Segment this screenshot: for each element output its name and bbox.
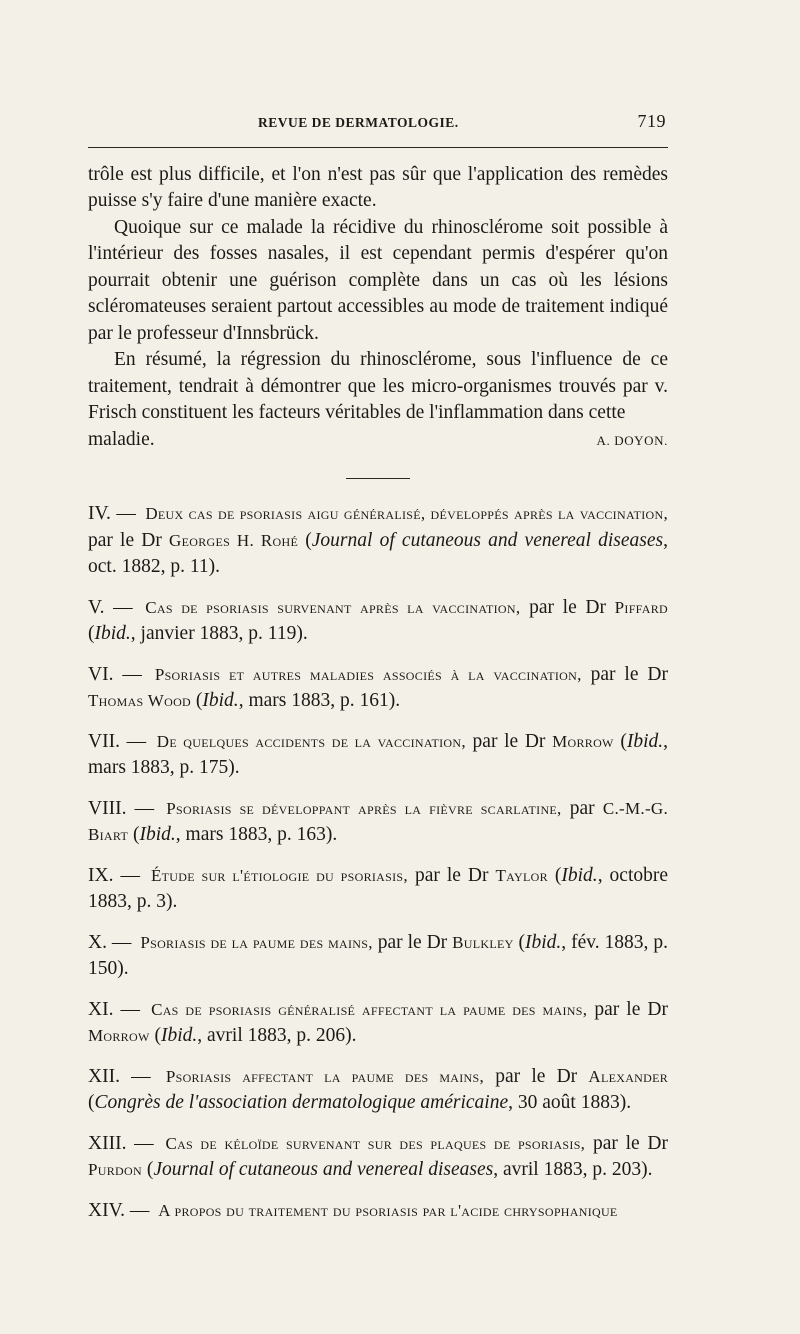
entry-source: Ibid. — [139, 824, 176, 845]
entry-reference: , octobre 1883, p. 3). — [88, 864, 669, 912]
entry-title: Cas de psoriasis survenant après la vaccination, — [145, 597, 521, 617]
entry-number: XIII. — — [88, 1132, 154, 1154]
page-number: 719 — [637, 111, 666, 131]
entry-author-prefix: par le Dr — [529, 596, 606, 618]
document-page — [88, 108, 668, 1238]
entry-author: Thomas Wood — [88, 691, 192, 710]
entry-number: VIII. — — [88, 797, 155, 819]
entry-author: Bulkley — [452, 932, 514, 952]
paragraph-resume-end: maladie. — [88, 428, 155, 450]
entry-source: Ibid. — [202, 690, 239, 711]
entry-source: Ibid. — [525, 931, 562, 953]
bibliography-entry: XIII. — Cas de kéloïde survenant sur des plaques de psoriasis, par le Dr Purdon (Journal of cutaneous and venereal diseases, avril 1883, p. 203). — [88, 1132, 668, 1180]
entry-number: X. — — [88, 931, 132, 953]
bibliography-entry: XII. — Psoriasis affectant la paume des mains, par le Dr Alexander (Congrès de l'association dermatologique américaine, 30 août 1883). — [88, 1065, 669, 1113]
author-signature: A. DOYON. — [596, 432, 668, 448]
running-title: REVUE DE DERMATOLOGIE. — [258, 115, 459, 130]
bibliography-entry: VIII. — Psoriasis se développant après la fièvre scarlatine, par C.-M.-G. Biart (Ibid., mars 1883, p. 163). — [88, 797, 669, 845]
entry-author-prefix: par le Dr — [590, 663, 669, 685]
entry-author: C.-M.-G. Biart — [88, 798, 669, 844]
entry-reference: , mars 1883, p. 175). — [88, 730, 668, 778]
running-header — [88, 108, 668, 143]
entry-reference: , avril 1883, p. 206). — [197, 1025, 357, 1046]
entry-number: XII. — — [88, 1065, 151, 1087]
entry-title: Psoriasis et autres maladies associés à la vaccination, — [154, 664, 582, 684]
entry-number: XI. — — [88, 998, 141, 1020]
entry-title: De quelques accidents de la vaccination, — [156, 731, 466, 751]
entry-title: Psoriasis de la paume des mains, — [140, 932, 373, 952]
entry-number: V. — — [88, 596, 133, 618]
entry-source: Journal of cutaneous and venereal diseases — [153, 1159, 494, 1180]
entry-author: Alexander — [588, 1066, 669, 1086]
paragraph-recidive: Quoique sur ce malade la récidive du rhinosclérome soit possible à l'intérieur des fosses nasales, il est cependant permis d'espérer qu'on pourrait obtenir une guérison complète dans un cas où les lésions scléromateuses seraient partout accessibles au mode de traitement indiqué par le professeur d'Innsbrück. — [88, 216, 668, 344]
bibliography-entry: V. — Cas de psoriasis survenant après la vaccination, par le Dr Piffard (Ibid., janvier 1883, p. 119). — [88, 596, 668, 644]
entry-author: Morrow — [552, 731, 614, 751]
entry-reference: , fév. 1883, p. 150). — [88, 931, 668, 979]
entry-author-prefix: par le Dr — [414, 864, 489, 886]
entry-title: A propos du traitement du psoriasis par l'acide chrysophanique — [158, 1200, 618, 1220]
bibliography-entry: IX. — Étude sur l'étiologie du psoriasis, par le Dr Taylor (Ibid., octobre 1883, p. 3). — [88, 864, 669, 912]
entry-author-prefix: par — [569, 797, 595, 819]
entry-author-prefix: par le Dr — [495, 1065, 578, 1087]
bibliography-entry: X. — Psoriasis de la paume des mains, par le Dr Bulkley (Ibid., fév. 1883, p. 150). — [88, 931, 668, 979]
entry-title: Psoriasis se développant après la fièvre scarlatine, — [166, 798, 562, 818]
entry-source: Ibid. — [626, 730, 664, 752]
bibliography-entry: XI. — Cas de psoriasis généralisé affectant la paume des mains, par le Dr Morrow (Ibid., avril 1883, p. 206). — [88, 998, 668, 1046]
entry-author: Taylor — [495, 865, 548, 885]
entry-reference: , janvier 1883, p. 119). — [130, 623, 308, 644]
entry-author-prefix: par le Dr — [472, 730, 546, 752]
bibliography-entry: IV. — Deux cas de psoriasis aigu généralisé, développés après la vaccination, par le Dr Georges H. Rohé (Journal of cutaneous and venereal diseases, oct. 1882, p. 11). — [88, 503, 668, 577]
entry-number: IV. — — [88, 503, 136, 524]
entry-number: XIV. — — [88, 1199, 150, 1221]
entry-author-prefix: par le Dr — [594, 998, 668, 1020]
entry-author: Purdon — [88, 1160, 142, 1179]
paragraph-resume: En résumé, la régression du rhinosclérome, sous l'influence de ce traitement, tendrait à démontrer que les micro-organismes trouvés par v. Frisch constituent les facteurs véritables de l'inflammation dans cette — [88, 349, 668, 423]
entry-title: Étude sur l'étiologie du psoriasis, — [150, 865, 408, 885]
entry-author-prefix: par le Dr — [592, 1132, 668, 1154]
entry-reference: , 30 août 1883). — [508, 1092, 632, 1113]
entry-author-prefix: par le Dr — [377, 931, 448, 953]
entry-title: Psoriasis affectant la paume des mains, — [165, 1066, 485, 1086]
paragraph-continuation: trôle est plus difficile, et l'on n'est pas sûr que l'application des remèdes puisse s'y faire d'une manière exacte. — [88, 163, 668, 211]
entry-source: Ibid. — [160, 1025, 198, 1046]
entry-reference: , mars 1883, p. 163). — [175, 824, 338, 845]
header-rule — [88, 147, 668, 148]
entry-author-prefix: par le Dr — [88, 529, 162, 551]
entry-author: Piffard — [614, 597, 668, 617]
section-divider — [346, 478, 410, 479]
entry-source: Congrès de l'association dermatologique américaine — [94, 1092, 509, 1113]
entry-number: VI. — — [88, 663, 142, 685]
entry-source: Journal of cutaneous and venereal diseases — [311, 529, 664, 551]
entry-author: Georges H. Rohé — [169, 530, 299, 550]
bibliography-entry: VII. — De quelques accidents de la vaccination, par le Dr Morrow (Ibid., mars 1883, p. 175). — [88, 730, 668, 778]
entry-source: Ibid. — [94, 623, 131, 644]
entry-title: Cas de kéloïde survenant sur des plaques de psoriasis, — [165, 1133, 586, 1153]
entry-title: Cas de psoriasis généralisé affectant la paume des mains, — [151, 999, 588, 1019]
closing-line — [88, 427, 668, 455]
entry-reference: , oct. 1882, p. 11). — [88, 529, 668, 577]
bibliography-entry — [88, 1198, 668, 1225]
entry-author: Morrow — [88, 1026, 150, 1045]
bibliography-entry: VI. — Psoriasis et autres maladies associés à la vaccination, par le Dr Thomas Wood (Ibid., mars 1883, p. 161). — [88, 663, 669, 711]
entry-reference: , mars 1883, p. 161). — [238, 690, 401, 711]
bibliography-list — [88, 501, 668, 1224]
entry-number: VII. — — [88, 730, 147, 752]
entry-reference: , avril 1883, p. 203). — [493, 1159, 653, 1180]
entry-title: Deux cas de psoriasis aigu généralisé, développés après la vaccination, — [145, 504, 668, 523]
entry-number: IX. — — [88, 864, 140, 886]
entry-source: Ibid. — [561, 864, 598, 886]
